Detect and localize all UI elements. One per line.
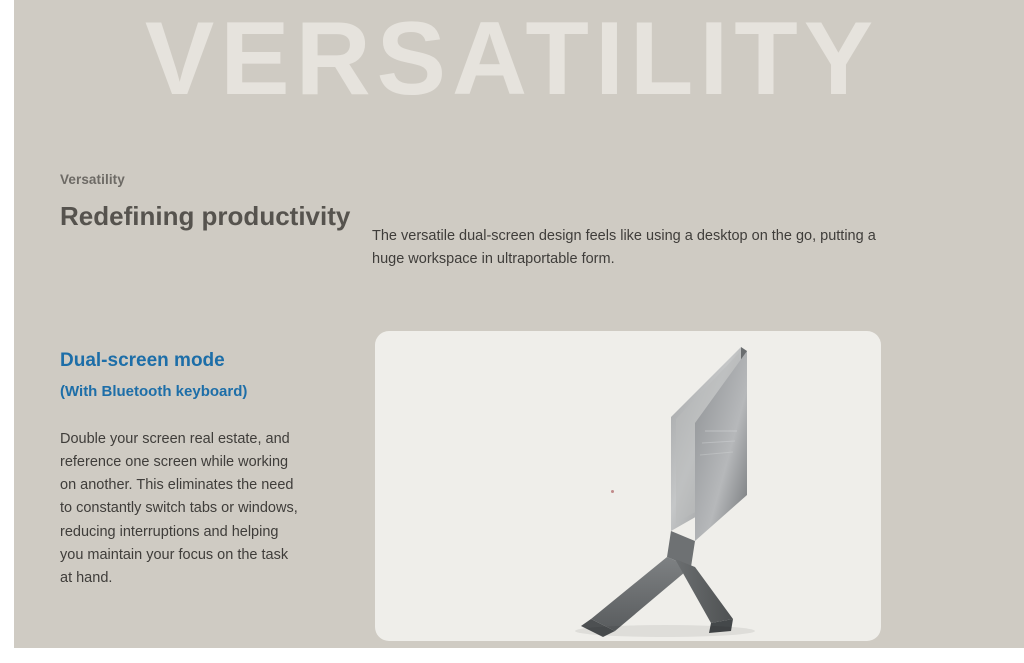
section-eyebrow: Versatility: [60, 172, 125, 187]
image-hotspot-dot: [611, 490, 614, 493]
intro-paragraph: The versatile dual-screen design feels like using a desktop on the go, putting a huge workspace in ultraportable form.: [372, 227, 876, 267]
product-image-card: [375, 331, 881, 641]
feature-title: Dual-screen mode: [60, 350, 225, 371]
section-heading: Redefining productivity: [60, 201, 351, 231]
hero-watermark-title: VERSATILITY: [144, 1, 880, 117]
intro-section: [60, 172, 960, 267]
bottom-page-margin: [0, 648, 1024, 663]
feature-block: [60, 348, 310, 590]
dual-screen-laptop-illustration: [375, 331, 881, 641]
left-page-margin: [0, 0, 14, 663]
feature-subtitle: (With Bluetooth keyboard): [60, 382, 248, 400]
feature-paragraph: Double your screen real estate, and reference one screen while working on another. This eliminates the need to constantly switch tabs or windows, reducing interruptions and helping you maintain your focus on the task at hand.: [60, 430, 298, 587]
